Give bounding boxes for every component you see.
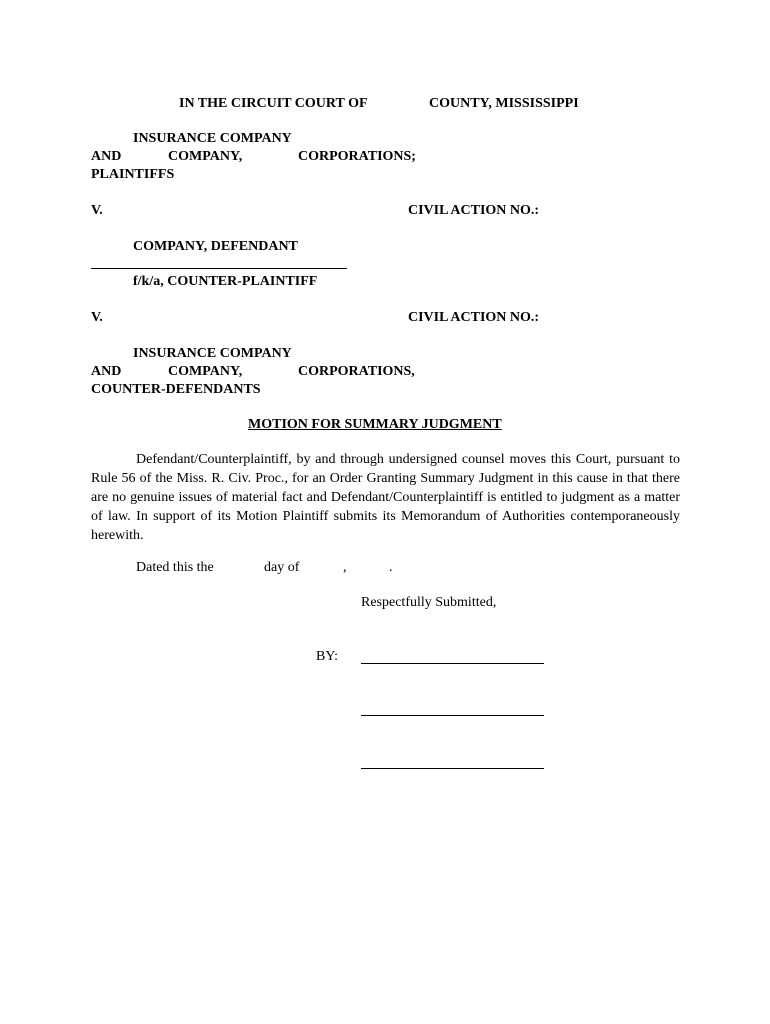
versus-label: V. xyxy=(91,203,103,218)
versus-label-2: V. xyxy=(91,310,103,325)
dated-period: . xyxy=(389,560,393,575)
civil-action-label-2: CIVIL ACTION NO.: xyxy=(408,310,540,325)
motion-body-paragraph: Defendant/Counterplaintiff, by and through undersigned counsel moves this Court, pursuant to Rule 56 of the Miss. R. Civ. Proc., for an Order Granting Summary Judgment in this cause in that there are no genuine issues of material fact and Defendant/Counterplaintiff is entitled to judgment as a matter of law. In support of its Motion Plaintiff submits its Memorandum of Authorities contemporaneously herewith. xyxy=(91,452,680,543)
respectfully-submitted: Respectfully Submitted, xyxy=(361,595,497,610)
counter-defendant-corporations: CORPORATIONS, xyxy=(298,364,415,379)
signature-line-3 xyxy=(361,768,544,769)
plaintiff-and: AND xyxy=(91,149,122,164)
counter-defendant-name-line1: INSURANCE COMPANY xyxy=(133,346,292,361)
plaintiff-company: COMPANY, xyxy=(168,149,243,164)
caption-divider xyxy=(91,268,347,269)
counter-plaintiff-label: f/k/a, COUNTER-PLAINTIFF xyxy=(133,274,318,289)
counter-defendant-and: AND xyxy=(91,364,122,379)
counter-defendant-company: COMPANY, xyxy=(168,364,243,379)
by-label: BY: xyxy=(316,649,339,664)
civil-action-label: CIVIL ACTION NO.: xyxy=(408,203,540,218)
court-heading-right: COUNTY, MISSISSIPPI xyxy=(429,96,579,111)
signature-line-2 xyxy=(361,715,544,716)
dated-comma: , xyxy=(343,560,347,575)
signature-line-1 xyxy=(361,663,544,664)
day-of-label: day of xyxy=(264,560,300,575)
document-title: MOTION FOR SUMMARY JUDGMENT xyxy=(248,417,502,432)
dated-label: Dated this the xyxy=(136,560,214,575)
plaintiff-corporations: CORPORATIONS; xyxy=(298,149,416,164)
counter-defendants-label: COUNTER-DEFENDANTS xyxy=(91,382,261,397)
plaintiff-name-line1: INSURANCE COMPANY xyxy=(133,131,292,146)
court-heading-left: IN THE CIRCUIT COURT OF xyxy=(179,96,368,111)
defendant-label: COMPANY, DEFENDANT xyxy=(133,239,298,254)
plaintiffs-label: PLAINTIFFS xyxy=(91,167,175,182)
